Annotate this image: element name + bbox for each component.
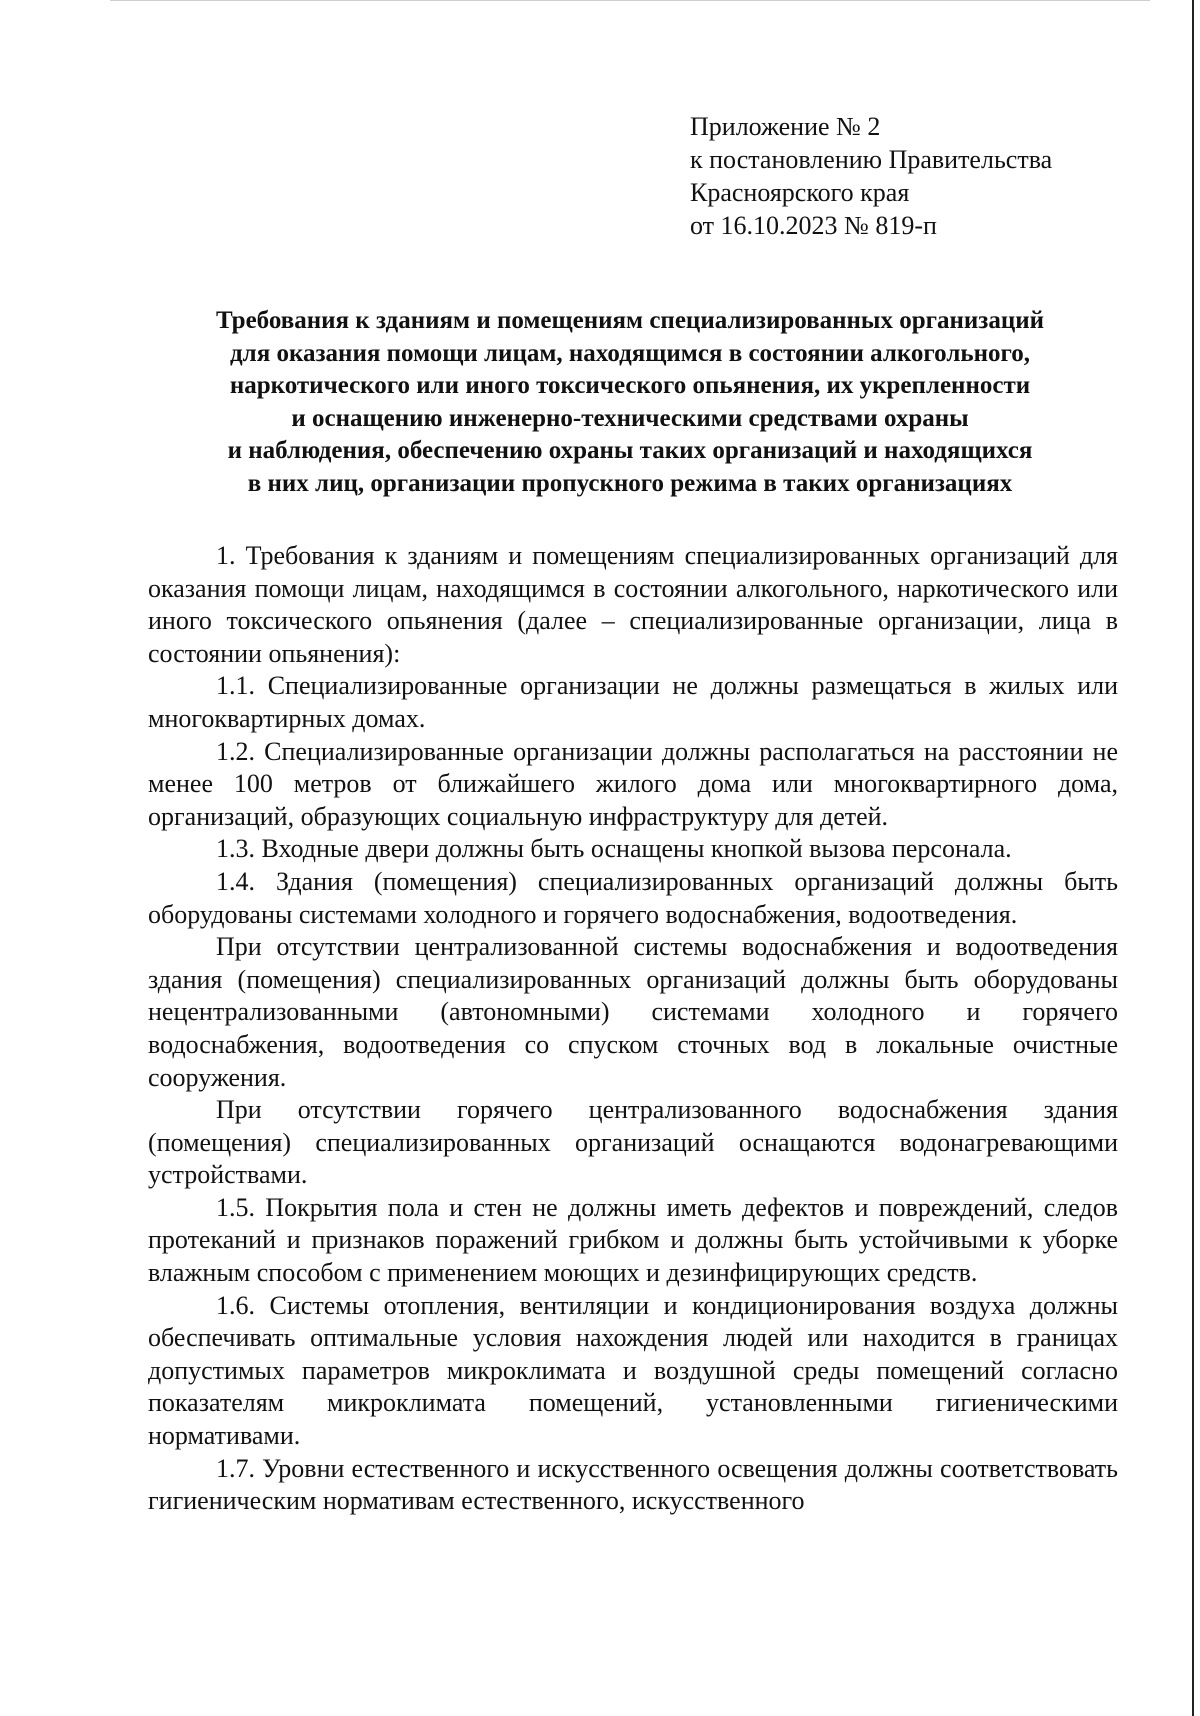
annex-line: Красноярского края xyxy=(690,178,910,207)
scan-edge-top xyxy=(110,0,1150,1)
title-line: в них лиц, организации пропускного режима в таких организациях xyxy=(247,469,1013,497)
annex-line: к постановлению Правительства xyxy=(690,145,1053,174)
paragraph-1-2: 1.2. Специализированные организации должны располагаться на расстоянии не менее 100 метров от ближайшего жилого дома или многоквартирного дома, организаций, образующих социальную инфраструктуру для детей. xyxy=(148,736,1118,831)
paragraph-1-7: 1.7. Уровни естественного и искусственного освещения должны соответствовать гигиеническим нормативам естественного, искусственного xyxy=(148,1453,1118,1516)
paragraph-1-4-no-central-water: При отсутствии централизованной системы водоснабжения и водоотведения здания (помещения) специализированных организаций должны быть оборудованы нецентрализованными (автономными) системами холодного и горячего водоснабжения, водоотведения со спуском сточных вод в локальные очистные сооружения. xyxy=(148,932,1118,1092)
paragraph-1-4: 1.4. Здания (помещения) специализированных организаций должны быть оборудованы системами холодного и горячего водоснабжения, водоотведения. xyxy=(148,866,1118,929)
paragraph-1-1: 1.1. Специализированные организации не должны размещаться в жилых или многоквартирных домах. xyxy=(148,671,1118,733)
document-title xyxy=(140,305,1120,500)
document-body xyxy=(148,540,1118,1518)
annex-line: от 16.10.2023 № 819-п xyxy=(690,211,937,240)
title-line: наркотического или иного токсического опьянения, их укрепленности xyxy=(229,372,1031,399)
paragraph-1-4-no-hot-water: При отсутствии горячего централизованного водоснабжения здания (помещения) специализированных организаций оснащаются водонагревающими устройствами. xyxy=(148,1095,1118,1190)
title-line: Требования к зданиям и помещениям специализированных организаций xyxy=(215,307,1045,334)
scan-edge-right xyxy=(1192,0,1194,1716)
paragraph-1-6: 1.6. Системы отопления, вентиляции и кондиционирования воздуха должны обеспечивать оптимальные условия нахождения людей или находится в границах допустимых параметров микроклимата и воздушной среды помещений согласно показателям микроклимата помещений, установленными гигиеническими нормативами. xyxy=(148,1290,1118,1451)
paragraph-1-5: 1.5. Покрытия пола и стен не должны иметь дефектов и повреждений, следов протеканий и признаков поражений грибком и должны быть устойчивыми к уборке влажным способом с применением моющих и дезинфицирующих средств. xyxy=(148,1192,1118,1288)
title-line: и оснащению инженерно-техническими средствами охраны xyxy=(291,404,969,432)
annex-block xyxy=(690,110,1052,242)
paragraph-1: 1. Требования к зданиям и помещениям специализированных организаций для оказания помощи лицам, находящимся в состоянии алкогольного, наркотического или иного токсического опьянения (далее – специализированные организации, лица в состоянии опьянения): xyxy=(148,541,1118,668)
annex-line: Приложение № 2 xyxy=(690,112,881,141)
paragraph-1-3: 1.3. Входные двери должны быть оснащены кнопкой вызова персонала. xyxy=(216,834,1012,864)
title-line: для оказания помощи лицам, находящимся в состоянии алкогольного, xyxy=(230,339,1030,367)
title-line: и наблюдения, обеспечению охраны таких организаций и находящихся xyxy=(227,437,1033,464)
